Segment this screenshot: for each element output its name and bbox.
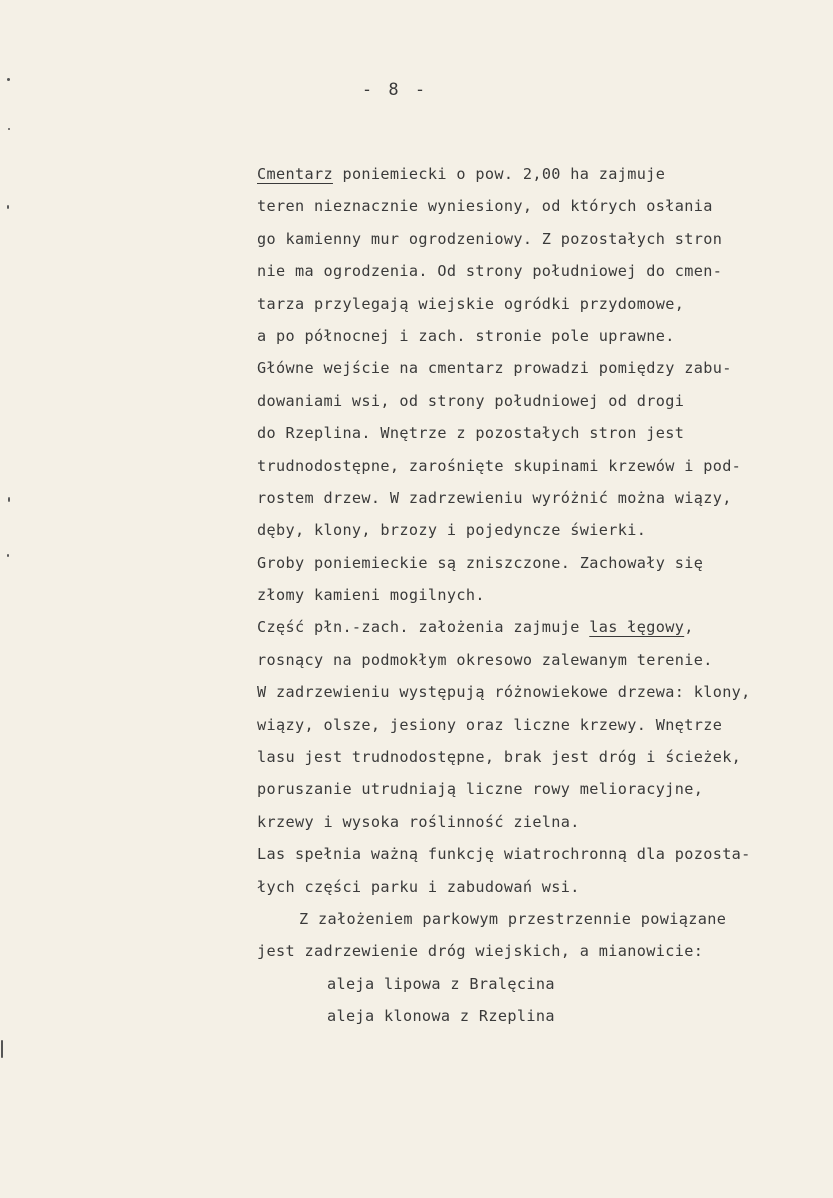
- text-run: krzewy i wysoka roślinność zielna.: [257, 812, 580, 831]
- text-line: [257, 385, 817, 417]
- text-line: [257, 579, 817, 611]
- text-line: [257, 255, 817, 287]
- text-line: [257, 838, 817, 870]
- text-run: go kamienny mur ogrodzeniowy. Z pozostałych stron: [257, 229, 723, 248]
- text-run: rostem drzew. W zadrzewieniu wyróżnić można wiązy,: [257, 488, 732, 507]
- text-run: dęby, klony, brzozy i pojedyncze świerki.: [257, 521, 647, 540]
- scan-speck: [8, 497, 10, 502]
- text-run: aleja klonowa z Rzeplina: [327, 1007, 555, 1026]
- text-line: [257, 352, 817, 384]
- text-line: [257, 450, 817, 482]
- text-run: nie ma ogrodzenia. Od strony południowej do cmen-: [257, 262, 723, 281]
- text-run: a po północnej i zach. stronie pole uprawne.: [257, 326, 675, 345]
- text-line: [257, 547, 817, 579]
- text-line: [257, 871, 817, 903]
- text-run: ,: [684, 618, 694, 637]
- text-run: teren nieznacznie wyniesiony, od których osłania: [257, 197, 713, 216]
- text-run: W zadrzewieniu występują różnowiekowe drzewa: klony,: [257, 683, 751, 702]
- text-run: do Rzeplina. Wnętrze z pozostałych stron jest: [257, 424, 685, 443]
- text-line: [257, 806, 817, 838]
- page-number: - 8 -: [361, 80, 429, 100]
- text-line: [257, 514, 817, 546]
- text-line: [257, 288, 817, 320]
- text-run: rosnący na podmokłym okresowo zalewanym terenie.: [257, 650, 713, 669]
- text-line: [257, 320, 817, 352]
- text-line: [257, 741, 817, 773]
- text-run: Z założeniem parkowym przestrzennie powiązane: [299, 909, 727, 928]
- text-line: [257, 1000, 817, 1032]
- text-line: [257, 611, 817, 643]
- underlined-term: las łęgowy: [589, 618, 685, 637]
- text-line: [257, 968, 817, 1000]
- text-run: łych części parku i zabudowań wsi.: [257, 877, 580, 896]
- text-line: [257, 223, 817, 255]
- text-run: lasu jest trudnodostępne, brak jest dróg i ścieżek,: [257, 748, 742, 767]
- text-line: [257, 676, 817, 708]
- text-run: Część płn.-zach. założenia zajmuje: [257, 618, 590, 637]
- text-line: [257, 773, 817, 805]
- text-run: Las spełnia ważną funkcję wiatrochronną dla pozosta-: [257, 845, 751, 864]
- text-line: [257, 935, 817, 967]
- scan-speck: [7, 78, 10, 81]
- text-line: [257, 709, 817, 741]
- text-line: [257, 158, 817, 190]
- text-run: poniemiecki o pow. 2,00 ha zajmuje: [332, 165, 666, 183]
- text-run: złomy kamieni mogilnych.: [257, 586, 485, 605]
- scan-speck: [1, 1040, 3, 1058]
- body-text: [257, 158, 817, 1033]
- text-line: [257, 190, 817, 222]
- text-run: Główne wejście na cmentarz prowadzi pomiędzy zabu-: [257, 359, 732, 378]
- text-run: jest zadrzewienie dróg wiejskich, a mianowicie:: [257, 942, 704, 961]
- text-line: [257, 482, 817, 514]
- scan-speck: [7, 205, 9, 209]
- underlined-term: Cmentarz: [257, 165, 333, 183]
- text-run: trudnodostępne, zarośnięte skupinami krzewów i pod-: [257, 456, 742, 475]
- text-run: Groby poniemieckie są zniszczone. Zachowały się: [257, 553, 704, 572]
- text-run: aleja lipowa z Bralęcina: [327, 974, 555, 993]
- text-run: tarza przylegają wiejskie ogródki przydomowe,: [257, 294, 685, 313]
- scan-speck: [8, 128, 10, 130]
- text-run: wiązy, olsze, jesiony oraz liczne krzewy. Wnętrze: [257, 715, 723, 734]
- text-run: dowaniami wsi, od strony południowej od drogi: [257, 391, 685, 410]
- text-line: [257, 644, 817, 676]
- text-line: [257, 417, 817, 449]
- scan-speck: [7, 554, 9, 557]
- text-line: [257, 903, 817, 935]
- text-run: poruszanie utrudniają liczne rowy melioracyjne,: [257, 780, 704, 799]
